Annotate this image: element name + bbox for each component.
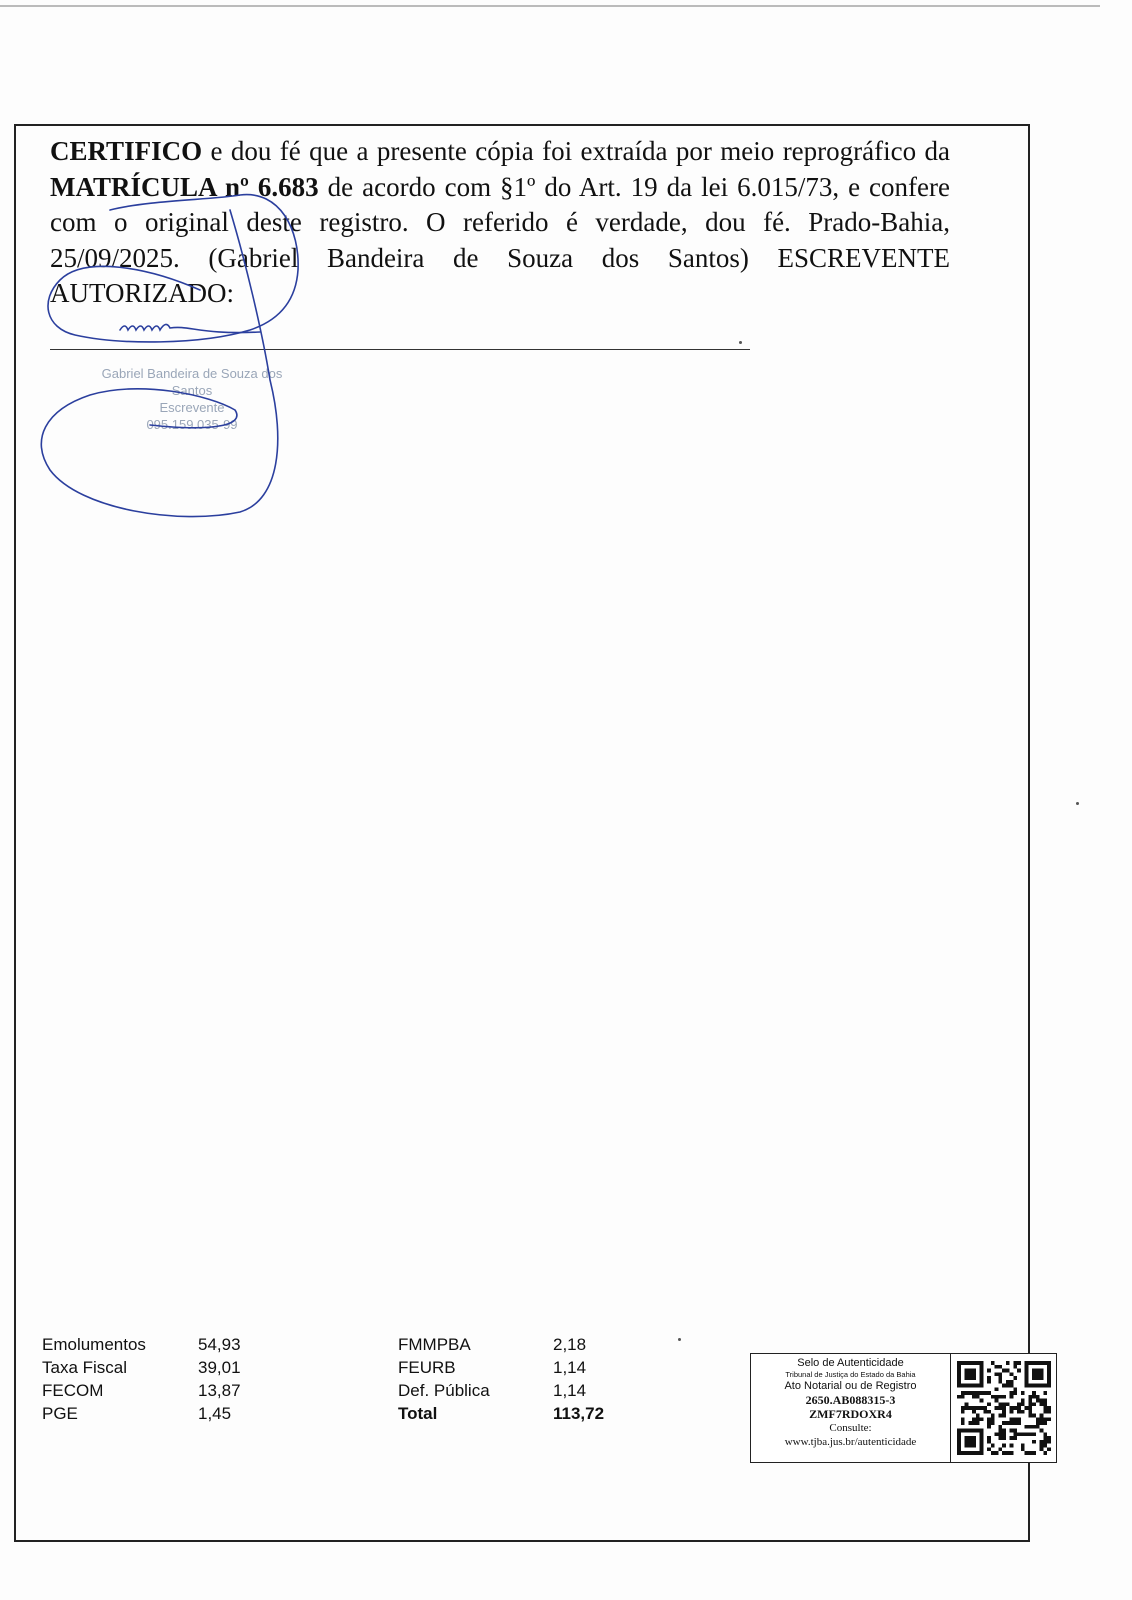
- fee-total-label: Total: [398, 1404, 438, 1423]
- writer-stamp: [82, 365, 302, 433]
- fee-value: 1,14: [553, 1381, 587, 1400]
- fee-total-row: [398, 1402, 604, 1425]
- fee-row: [42, 1356, 241, 1379]
- scan-edge-line: [0, 5, 1100, 7]
- certification-text-part: de acordo com §1º do Art. 19 da lei 6.015/73, e confere com o original deste registro. O referido é verdade, dou fé. Prado-Bahia, 25/09/2025. (Gabriel Bandeira de Souza dos Santos) ESCREVENTE AUTORIZADO:: [50, 171, 950, 308]
- seal-code: 2650.AB088315-3: [805, 1393, 896, 1407]
- certification-text-part: e dou fé que a presente cópia foi extraída por meio reprográfico da: [202, 136, 950, 166]
- seal-act: Ato Notarial ou de Registro: [784, 1380, 917, 1392]
- seal-text: [751, 1354, 951, 1462]
- stamp-name: Gabriel Bandeira de Souza dos Santos: [101, 366, 283, 398]
- scan-speck: [739, 341, 742, 344]
- fee-label: Emolumentos: [42, 1335, 146, 1354]
- authenticity-seal: [750, 1353, 1057, 1463]
- scan-speck: [678, 1338, 681, 1341]
- seal-url: www.tjba.jus.br/autenticidade: [784, 1436, 917, 1448]
- qr-code-graphic: [957, 1361, 1051, 1455]
- certifico-heading: CERTIFICO: [50, 136, 203, 166]
- fee-label: FEURB: [398, 1358, 456, 1377]
- stamp-role: Escrevente: [159, 400, 225, 415]
- fees-right-column: [398, 1333, 604, 1425]
- fees-left-column: [42, 1333, 241, 1425]
- seal-court: Tribunal de Justiça do Estado da Bahia: [785, 1370, 916, 1379]
- fee-label: FMMPBA: [398, 1335, 471, 1354]
- fee-row: [398, 1356, 604, 1379]
- certification-text: [50, 134, 950, 312]
- fee-value: 39,01: [198, 1358, 241, 1377]
- fee-row: [398, 1379, 604, 1402]
- signature-line: [50, 349, 750, 350]
- fee-label: PGE: [42, 1404, 78, 1423]
- seal-consult: Consulte:: [829, 1422, 872, 1434]
- fee-value: 54,93: [198, 1335, 241, 1354]
- fee-row: [42, 1402, 241, 1425]
- fee-value: 13,87: [198, 1381, 241, 1400]
- qr-code-icon: [951, 1354, 1056, 1462]
- document-frame: [14, 124, 1030, 1542]
- stamp-cpf: 095.159.035-99: [146, 417, 238, 432]
- fee-label: Def. Pública: [398, 1381, 490, 1400]
- fee-value: 1,45: [198, 1404, 232, 1423]
- fee-label: Taxa Fiscal: [42, 1358, 128, 1377]
- fee-value: 2,18: [553, 1335, 587, 1354]
- fee-value: 1,14: [553, 1358, 587, 1377]
- seal-title: Selo de Autenticidade: [797, 1357, 904, 1369]
- fee-row: [42, 1333, 241, 1356]
- seal-verification-code: ZMF7RDOXR4: [809, 1407, 892, 1421]
- fee-total-value: 113,72: [553, 1404, 605, 1423]
- fee-row: [398, 1333, 604, 1356]
- fee-row: [42, 1379, 241, 1402]
- fee-label: FECOM: [42, 1381, 104, 1400]
- matricula-number: MATRÍCULA nº 6.683: [50, 171, 319, 202]
- scan-speck: [1076, 802, 1079, 805]
